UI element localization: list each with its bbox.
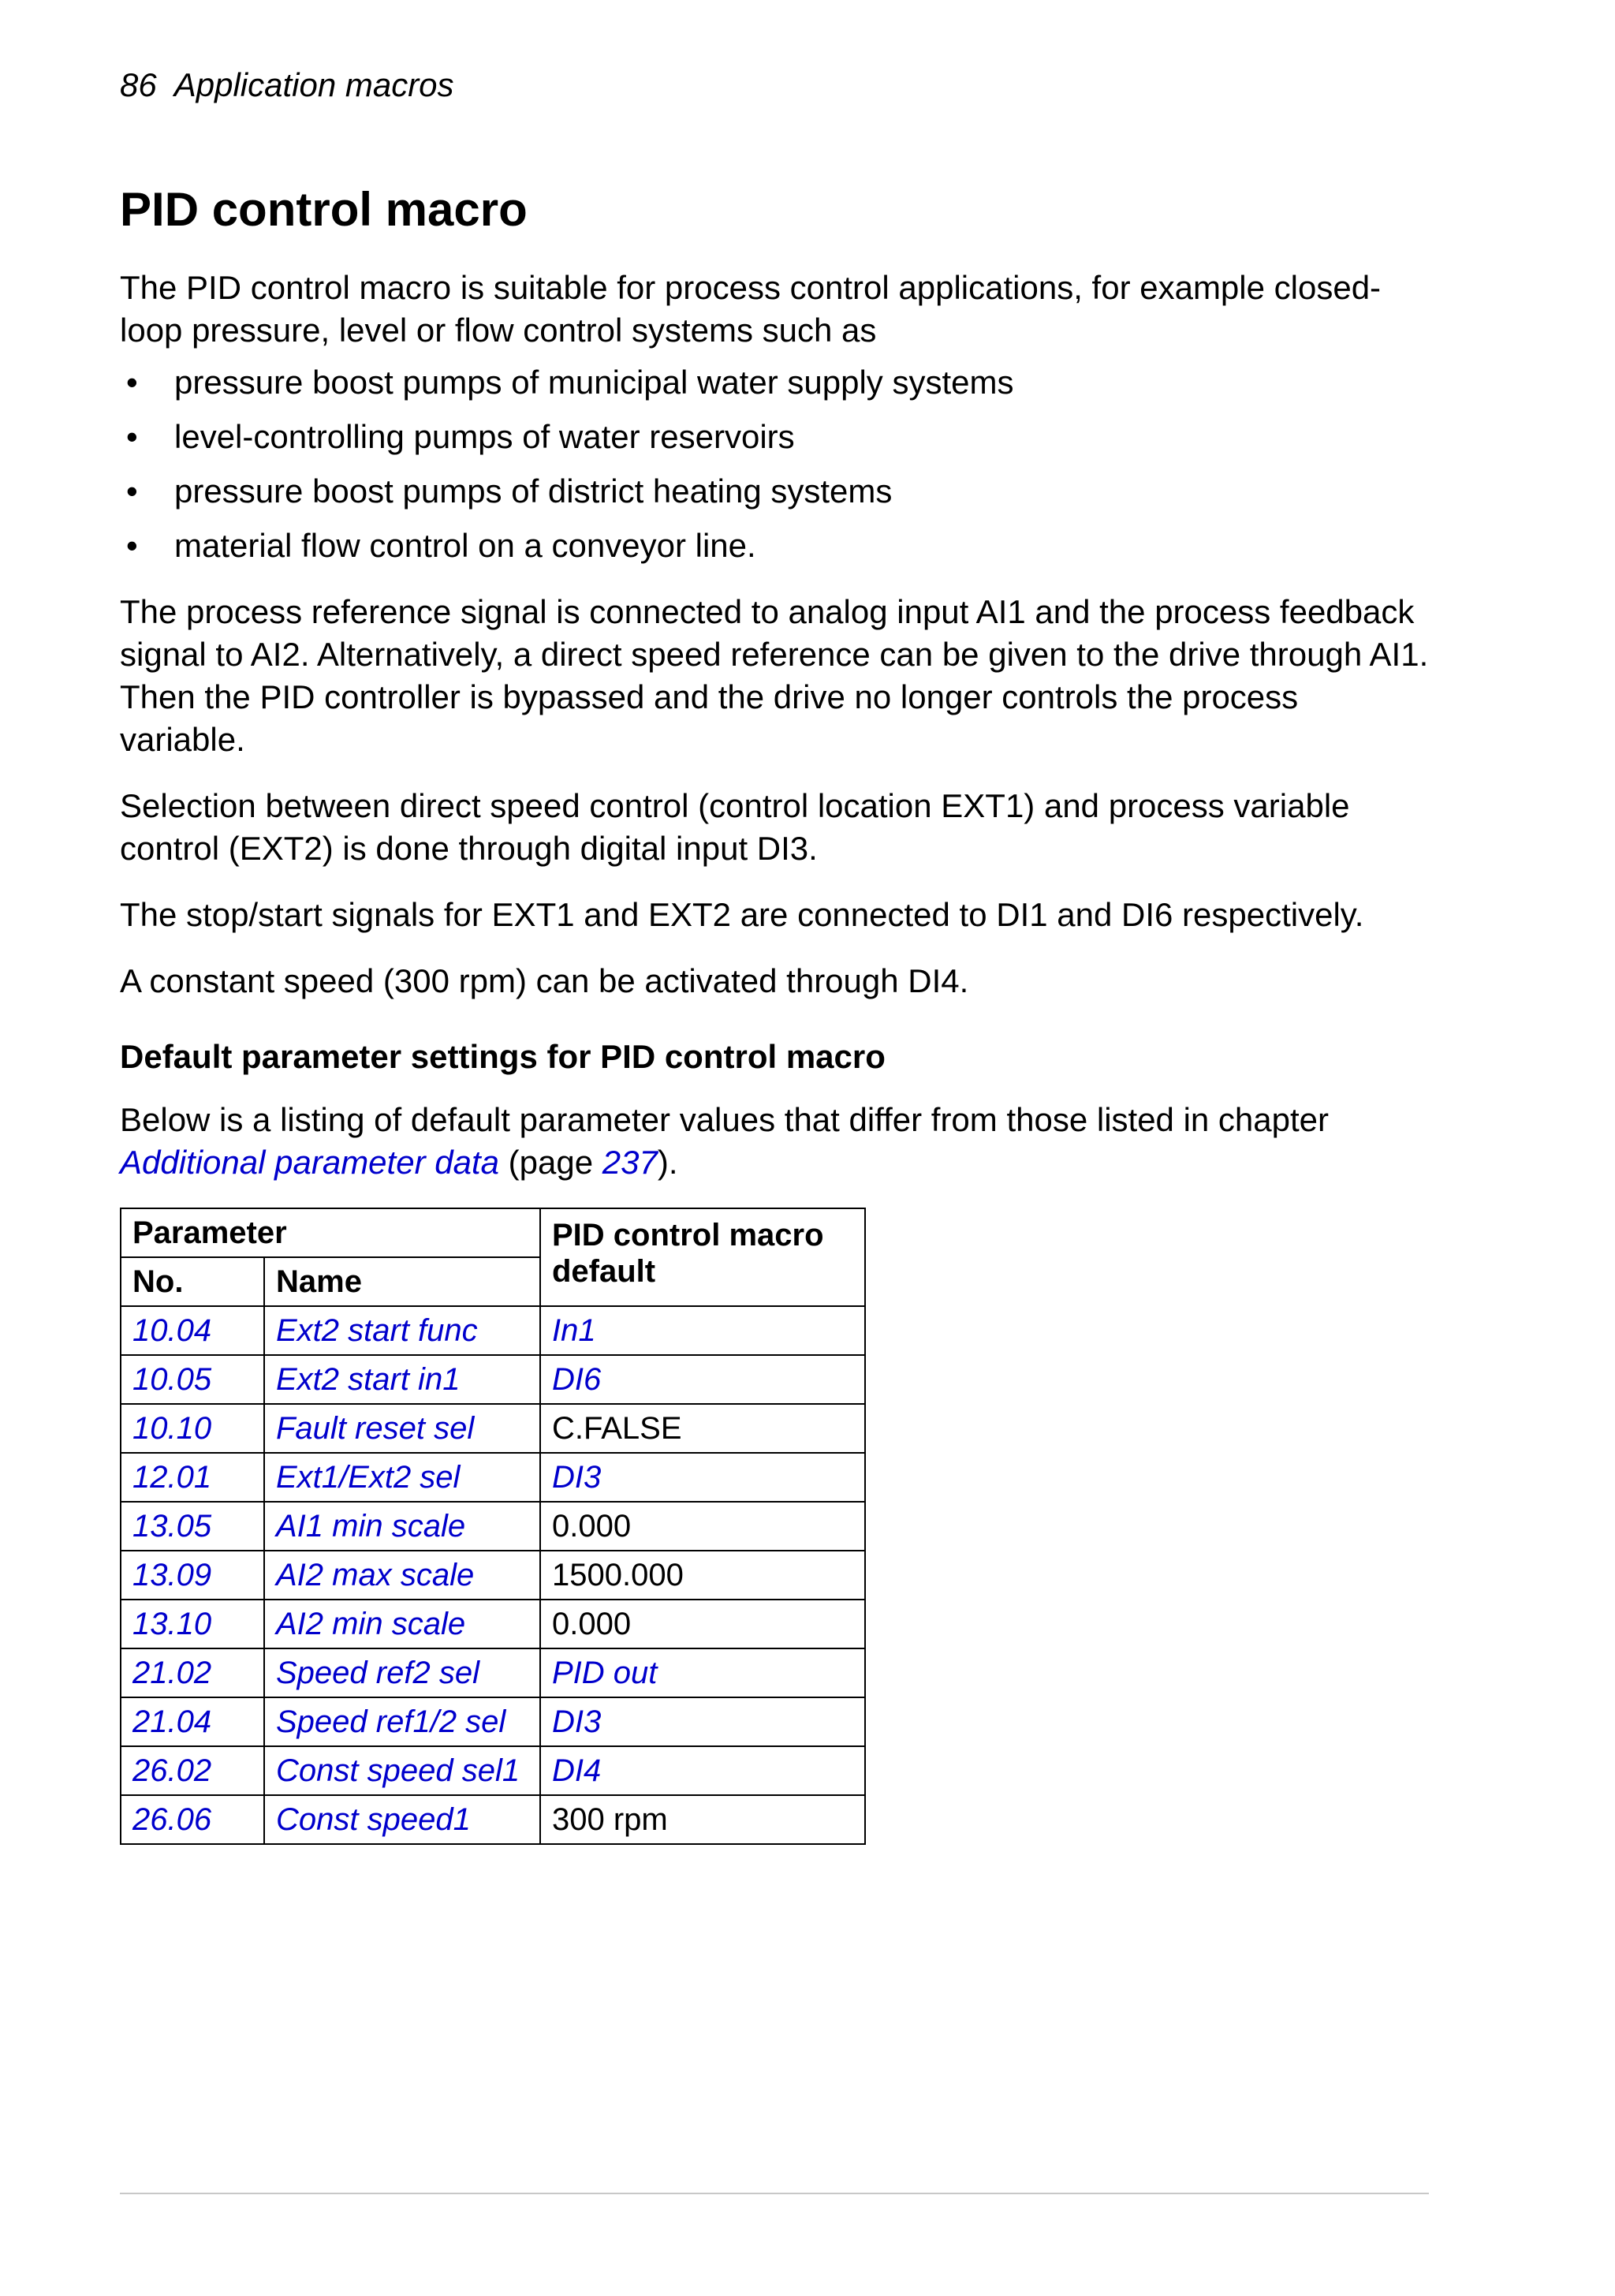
table-row <box>121 1306 865 1355</box>
param-number-link[interactable]: 13.09 <box>121 1551 264 1600</box>
param-default-value: 300 rpm <box>540 1795 865 1844</box>
table-row <box>121 1648 865 1697</box>
list-item-text: level-controlling pumps of water reservoirs <box>174 418 795 455</box>
param-number-link[interactable]: 26.02 <box>121 1746 264 1795</box>
parameter-table <box>120 1208 866 1845</box>
table-row <box>121 1355 865 1404</box>
bullet-icon: • <box>126 418 138 455</box>
table-header-name: Name <box>264 1257 540 1306</box>
table-row <box>121 1551 865 1600</box>
param-default-value: C.FALSE <box>540 1404 865 1453</box>
param-default-link[interactable]: DI3 <box>540 1453 865 1502</box>
list-item <box>120 525 1429 567</box>
bullet-icon: • <box>126 527 138 564</box>
param-name-link[interactable]: Speed ref1/2 sel <box>264 1697 540 1746</box>
list-item-text: material flow control on a conveyor line. <box>174 527 756 564</box>
paragraph-stop-start: The stop/start signals for EXT1 and EXT2 are connected to DI1 and DI6 respectively. <box>120 896 1364 933</box>
param-default-value: 0.000 <box>540 1600 865 1648</box>
param-default-link[interactable]: In1 <box>540 1306 865 1355</box>
param-name-link[interactable]: Ext2 start in1 <box>264 1355 540 1404</box>
chapter-link[interactable]: Additional parameter data <box>120 1144 499 1182</box>
param-number-link[interactable]: 13.10 <box>121 1600 264 1648</box>
param-name-link[interactable]: Const speed sel1 <box>264 1746 540 1795</box>
table-row <box>121 1795 865 1844</box>
page-link[interactable]: 237 <box>602 1144 658 1182</box>
param-number-link[interactable]: 10.10 <box>121 1404 264 1453</box>
running-header <box>120 66 454 104</box>
table-group-header: Parameter <box>121 1208 540 1257</box>
listing-text: Below is a listing of default parameter values that differ from those listed in chapter <box>120 1101 1330 1139</box>
paragraph-signals: The process reference signal is connected to analog input AI1 and the process feedback signal to AI2. Alternatively, a direct speed reference can be given to the drive through AI1. Then the PID controller is bypassed and the drive no longer controls the process variable. <box>120 593 1429 758</box>
param-name-link[interactable]: AI2 max scale <box>264 1551 540 1600</box>
paragraph-selection: Selection between direct speed control (control location EXT1) and process variable control (EXT2) is done through digital input DI3. <box>120 787 1350 867</box>
list-item <box>120 361 1429 404</box>
footer-divider <box>120 2193 1429 2194</box>
param-number-link[interactable]: 21.04 <box>121 1697 264 1746</box>
page-number: 86 <box>120 66 157 103</box>
param-number-link[interactable]: 12.01 <box>121 1453 264 1502</box>
table-row <box>121 1697 865 1746</box>
table-header-no: No. <box>121 1257 264 1306</box>
param-default-link[interactable]: DI4 <box>540 1746 865 1795</box>
param-number-link[interactable]: 10.04 <box>121 1306 264 1355</box>
param-name-link[interactable]: Const speed1 <box>264 1795 540 1844</box>
param-number-link[interactable]: 10.05 <box>121 1355 264 1404</box>
section-name: Application macros <box>173 66 454 103</box>
table-header-default: PID control macro default <box>540 1208 865 1306</box>
list-item-text: pressure boost pumps of district heating systems <box>174 472 893 510</box>
param-name-link[interactable]: Speed ref2 sel <box>264 1648 540 1697</box>
list-item <box>120 416 1429 458</box>
page-content <box>120 181 1429 1845</box>
listing-text: ). <box>657 1144 678 1182</box>
param-default-value: 0.000 <box>540 1502 865 1551</box>
table-row <box>121 1453 865 1502</box>
param-default-link[interactable]: DI3 <box>540 1697 865 1746</box>
param-name-link[interactable]: Ext1/Ext2 sel <box>264 1453 540 1502</box>
param-default-link[interactable]: DI6 <box>540 1355 865 1404</box>
paragraph-constant-speed: A constant speed (300 rpm) can be activated through DI4. <box>120 962 969 999</box>
table-row <box>121 1502 865 1551</box>
table-row <box>121 1746 865 1795</box>
param-default-link[interactable]: PID out <box>540 1648 865 1697</box>
bullet-icon: • <box>126 472 138 510</box>
param-name-link[interactable]: Fault reset sel <box>264 1404 540 1453</box>
bullet-icon: • <box>126 364 138 401</box>
section-subheading: Default parameter settings for PID control macro <box>120 1038 886 1075</box>
listing-paragraph <box>120 1099 1429 1184</box>
param-number-link[interactable]: 26.06 <box>121 1795 264 1844</box>
param-default-value: 1500.000 <box>540 1551 865 1600</box>
param-number-link[interactable]: 21.02 <box>121 1648 264 1697</box>
application-list <box>120 361 1429 567</box>
intro-paragraph: The PID control macro is suitable for process control applications, for example closed-loop pressure, level or flow control systems such as <box>120 269 1382 349</box>
param-name-link[interactable]: AI2 min scale <box>264 1600 540 1648</box>
table-row <box>121 1600 865 1648</box>
table-row <box>121 1404 865 1453</box>
param-name-link[interactable]: Ext2 start func <box>264 1306 540 1355</box>
list-item-text: pressure boost pumps of municipal water supply systems <box>174 364 1014 401</box>
param-number-link[interactable]: 13.05 <box>121 1502 264 1551</box>
table-body <box>121 1306 865 1844</box>
list-item <box>120 470 1429 513</box>
page-title: PID control macro <box>120 183 528 236</box>
param-name-link[interactable]: AI1 min scale <box>264 1502 540 1551</box>
listing-text: (page <box>498 1144 602 1182</box>
